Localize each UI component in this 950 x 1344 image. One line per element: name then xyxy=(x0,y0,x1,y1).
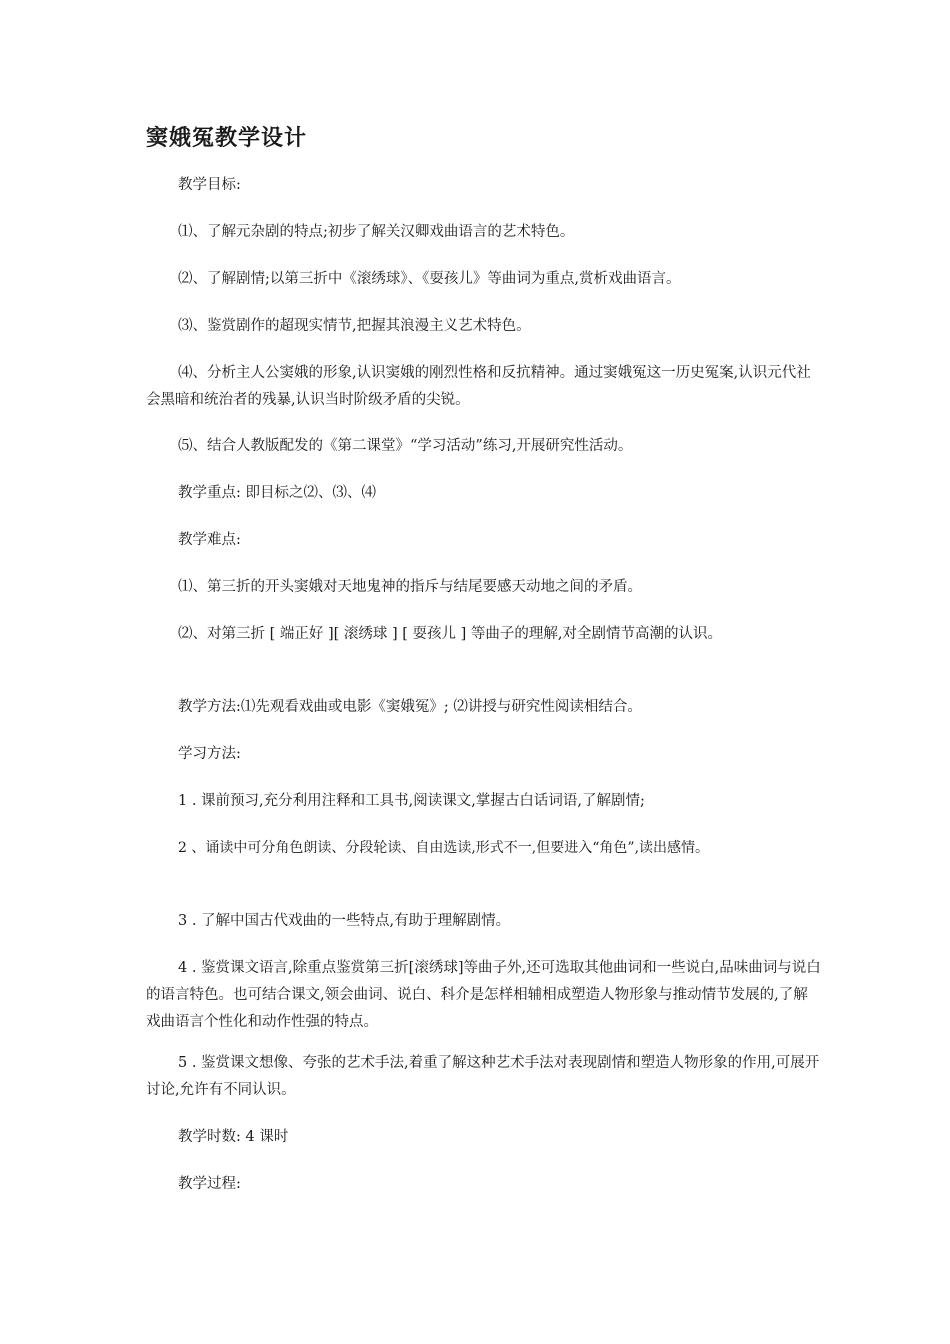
objective-2: ⑵、了解剧情;以第三折中《滚绣球》、《耍孩儿》等曲词为重点,赏析戏曲语言。 xyxy=(178,271,681,287)
section-heading-teaching-method: 教学方法:⑴先观看戏曲或电影《窦娥冤》; ⑵讲授与研究性阅读相结合。 xyxy=(178,699,642,715)
difficulty-2: ⑵、对第三折 [ 端正好 ][ 滚绣球 ] [ 耍孩儿 ] 等曲子的理解,对全剧情节高潮的认识。 xyxy=(178,626,723,642)
objective-4: ⑷、分析主人公窦娥的形象,认识窦娥的刚烈性格和反抗精神。通过窦娥冤这一历史冤案,认识元代社会黑暗和统治者的残暴,认识当时阶级矛盾的尖锐。 xyxy=(146,365,811,408)
learning-method-4: 4 . 鉴赏课文语言,除重点鉴赏第三折[滚绣球]等曲子外,还可选取其他曲词和一些说白,品味曲词与说白的语言特色。也可结合课文,领会曲词、说白、科介是怎样相辅相成塑造人物形象与推动情节发展的,了解戏曲语言个性化和动作性强的特点。 xyxy=(146,960,821,1030)
section-heading-teaching-process: 教学过程: xyxy=(178,1176,241,1192)
objective-5: ⑸、结合人教版配发的《第二课堂》“学习活动”练习,开展研究性活动。 xyxy=(178,438,633,454)
difficulty-1: ⑴、第三折的开头窦娥对天地鬼神的指斥与结尾要感天动地之间的矛盾。 xyxy=(178,579,642,595)
section-heading-difficulties: 教学难点: xyxy=(178,532,241,548)
learning-method-5: 5 . 鉴赏课文想像、夸张的艺术手法,着重了解这种艺术手法对表现剧情和塑造人物形象的作用,可展开讨论,允许有不同认识。 xyxy=(146,1055,820,1098)
objective-1: ⑴、了解元杂剧的特点;初步了解关汉卿戏曲语言的艺术特色。 xyxy=(178,224,575,240)
objective-3: ⑶、鉴赏剧作的超现实情节,把握其浪漫主义艺术特色。 xyxy=(178,318,531,334)
learning-method-2: 2 、诵读中可分角色朗读、分段轮读、自由选读,形式不一,但要进入“角色”,读出感情。 xyxy=(178,840,710,856)
learning-method-1: 1 . 课前预习,充分利用注释和工具书,阅读课文,掌握古白话词语,了解剧情; xyxy=(178,793,645,809)
section-heading-learning-method: 学习方法: xyxy=(178,746,241,762)
section-heading-objectives: 教学目标: xyxy=(178,177,241,193)
document-title: 窦娥冤教学设计 xyxy=(146,125,308,151)
section-heading-class-hours: 教学时数: 4 课时 xyxy=(178,1129,289,1145)
learning-method-3: 3 . 了解中国古代戏曲的一些特点,有助于理解剧情。 xyxy=(178,913,511,929)
section-heading-key-points: 教学重点: 即目标之⑵、⑶、⑷ xyxy=(178,485,376,501)
